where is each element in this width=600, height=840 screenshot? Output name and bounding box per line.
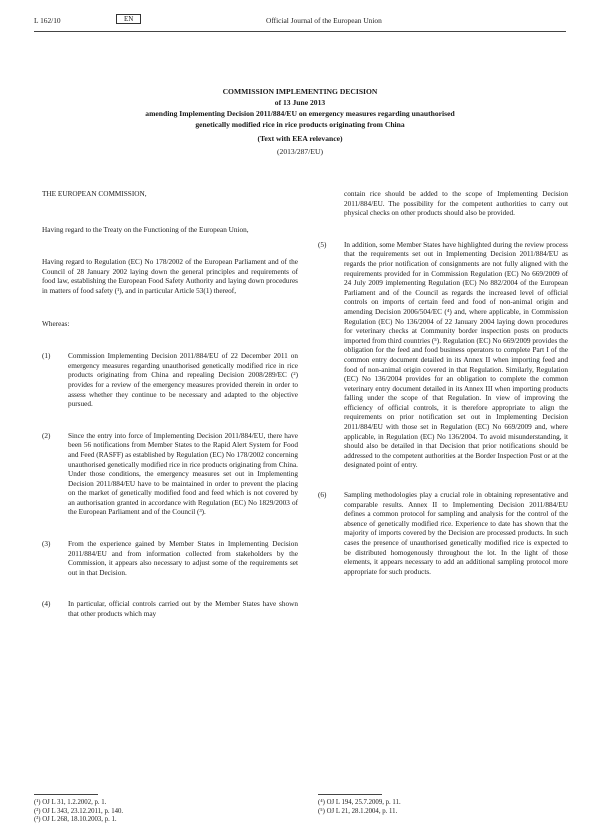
recital-1 [42, 352, 298, 410]
recital-number: (3) [42, 540, 51, 549]
whereas-heading: Whereas: [42, 319, 70, 328]
document-subject-line-2: genetically modified rice in rice products originating from China [195, 120, 405, 129]
footnote-3: (³) OJ L 268, 18.10.2003, p. 1. [34, 816, 117, 824]
page-reference: L 162/10 [34, 16, 61, 25]
footnote-divider-right [318, 794, 382, 795]
recital-text: In addition, some Member States have highlighted during the review process that the requirements set out in Implementing Decision 2011/884/EU as regards the prior notification of consignments are not fully aligned with the requirements provided for in Commission Regulation (EC) No 669/2009 of 24 July 2009 implementing Regulation (EC) No 882/2004 of the European Parliament and of the Council as regards the increased level of official controls on imports of certain feed and food of non-animal origin and amending Decision 2006/504/EC (⁴) and, where applicable, in Commission Regulation (EC) No 136/2004 of 22 January 2004 laying down procedures for veterinary checks at Community border inspection posts on products imported from third countries (⁵). Regulation (EC) No 669/2009 provides the obligation for the feed and food business operators to complete Part I of the common entry document detailed in its Annex II when importing feed and food of non-animal origin covered in that Regulation. Similarly, Regulation (EC) No 136/2004 provides for an obligation to complete the common veterinary entry document detailed in its Annex III when importing products falling under the scope of that Regulation. In view of improving the efficiency of official controls, it is therefore appropriate to align the requirements on prior notification set out in Implementing Decision 2011/884/EU with those set in Regulation (EC) No 669/2009 and, where applicable, in Regulation (EC) No 136/2004. To avoid misunderstanding, it should also be detailed in that Decision that prior notifications should be addressed to the competent authorities at the Border Inspection Post or at the designated point of entry. [344, 240, 568, 470]
footnote-2: (²) OJ L 343, 23.12.2011, p. 140. [34, 807, 124, 815]
recital-text: In particular, official controls carried out by the Member States have shown that other products which may [68, 600, 298, 619]
recital-text: Sampling methodologies play a crucial role in obtaining representative and comparable results. Annex II to Implementing Decision 2011/884/EU defines a common protocol for sampling and analysis for the control of the absence of genetically modified rice. Experience to date has shown that the majority of imports covered by the Decision are processed products. In such cases the presence of unauthorised genetically modified rice is expected to be distributed homogenously throughout the lot. In the light of those elements, it appears necessary to add an additional sampling protocol more appropriate for such products. [344, 491, 568, 576]
document-number: (2013/287/EU) [277, 147, 323, 156]
recital-6 [318, 491, 568, 577]
commission-heading: THE EUROPEAN COMMISSION, [42, 190, 147, 198]
eea-relevance: (Text with EEA relevance) [257, 134, 343, 143]
citation-treaty: Having regard to the Treaty on the Functioning of the European Union, [42, 225, 249, 234]
recital-4-continued [318, 190, 568, 219]
language-badge: EN [116, 14, 141, 24]
footnotes-left [34, 799, 123, 825]
page-header [34, 14, 564, 30]
recital-number: (1) [42, 352, 51, 361]
citation-regulation: Having regard to Regulation (EC) No 178/2002 of the European Parliament and of the Council of 28 January 2002 laying down the general principles and requirements of food law, establishing the European Food Safety Authority and laying down procedures in matters of food safety (¹), and in particular Article 53(1) thereof, [42, 258, 298, 295]
recital-5 [318, 241, 568, 471]
recital-number: (2) [42, 431, 51, 440]
document-subject-line-1: amending Implementing Decision 2011/884/EU on emergency measures regarding unauthorised [145, 109, 455, 118]
left-column [42, 190, 298, 620]
footnote-1: (¹) OJ L 31, 1.2.2002, p. 1. [34, 799, 107, 806]
header-divider [34, 31, 566, 32]
recital-4 [42, 600, 298, 619]
footnotes-right [318, 799, 401, 816]
recital-2 [42, 432, 298, 518]
recital-text: From the experience gained by Member States in Implementing Decision 2011/884/EU and from information collected from stakeholders by the Commission, it appears also necessary to adjust some of the requirements set out in that Decision. [68, 540, 298, 577]
recital-number: (5) [318, 240, 327, 249]
footnote-4: (⁴) OJ L 194, 25.7.2009, p. 11. [318, 799, 401, 806]
recital-3 [42, 540, 298, 578]
footnote-5: (⁵) OJ L 21, 28.1.2004, p. 11. [318, 807, 398, 815]
right-column [318, 190, 568, 577]
document-date: of 13 June 2013 [274, 98, 326, 107]
journal-name: Official Journal of the European Union [266, 16, 382, 25]
recital-text: Since the entry into force of Implementing Decision 2011/884/EU, there have been 56 notifications from Member States to the Rapid Alert System for Food and Feed (RASFF) as established by Regulation (EC) No 178/2002 concerning unauthorised genetically modified rice in rice products originating from China. Under those conditions, the emergency measures set out in Implementing Decision 2011/884/EU have to be maintained in order to prevent the placing on the market of genetically modified food and feed which is not covered by an authorisation granted in accordance with Regulation (EC) No 1829/2003 of the European Parliament and of the Council (³). [68, 431, 298, 517]
document-title: COMMISSION IMPLEMENTING DECISION [222, 87, 378, 96]
recital-number: (4) [42, 600, 51, 609]
footnote-divider-left [34, 794, 98, 795]
document-title-block [34, 86, 566, 157]
recital-text: Commission Implementing Decision 2011/884/EU of 22 December 2011 on emergency measures regarding unauthorised genetically modified rice in rice products originating from China and repealing Decision 2008/289/EC (²) provides for a review of the emergency measures provided therein in order to assess whether they continue to be necessary and adapted to the objective pursued. [68, 352, 298, 409]
recital-text: contain rice should be added to the scope of Implementing Decision 2011/884/EU. The possibility for the competent authorities to carry out physical checks on other products should also be provided. [344, 190, 568, 218]
recital-number: (6) [318, 491, 327, 500]
